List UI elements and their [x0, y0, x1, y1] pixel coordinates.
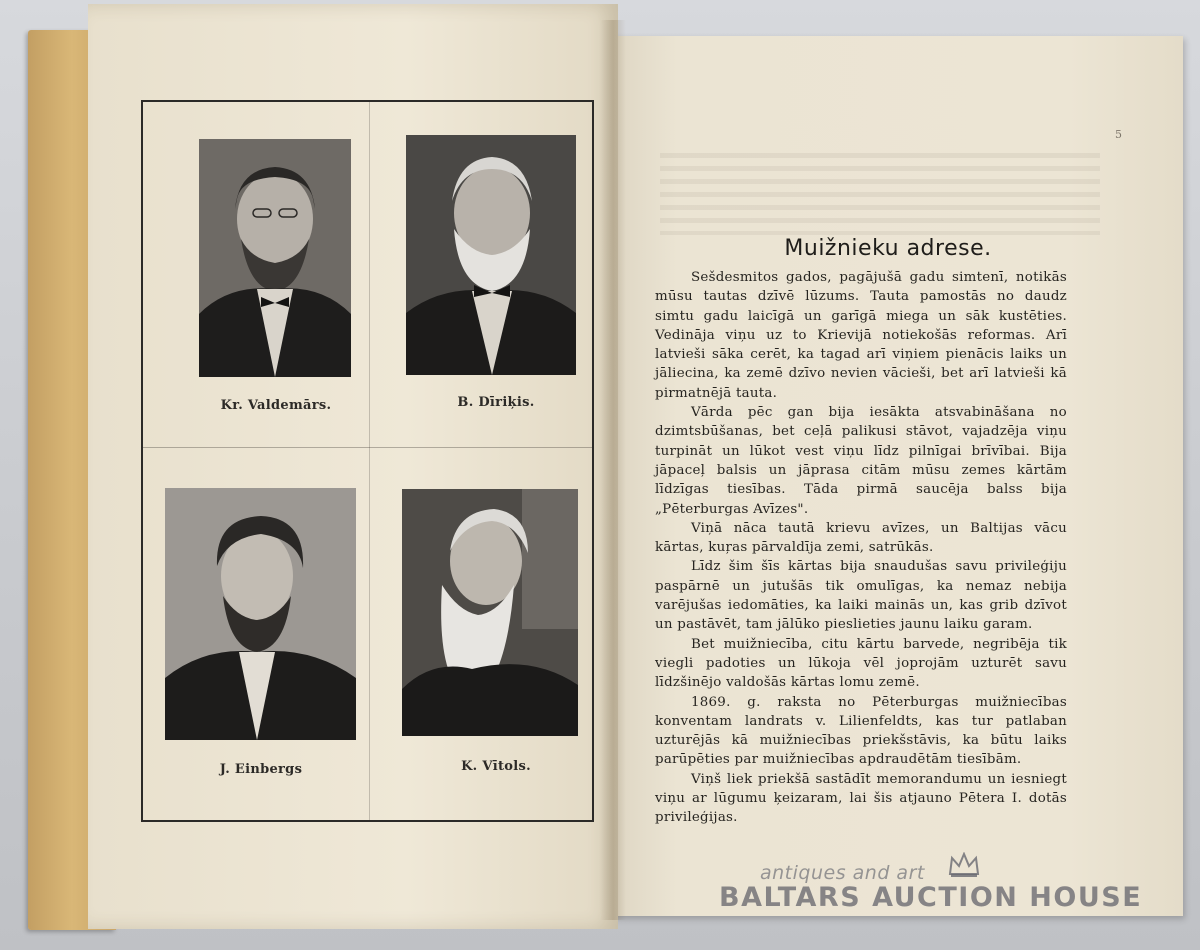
page-number: 5: [1115, 128, 1122, 141]
crown-icon: [948, 852, 980, 878]
book-gutter: [600, 20, 626, 920]
paragraph: Viņā nāca tautā krievu avīzes, un Baltijas vācu kārtas, kuŗas pārvaldīja zemi, satrūkās.: [655, 520, 1067, 556]
portrait-einbergs: [165, 488, 356, 740]
paragraph: Vārda pēc gan bija iesākta atsvabināšana no dzimtsbūšanas, bet ceļā palikusi stāvot, vajadzēja viņu turpināt un lūkot vest viņu līdz pilnīgai brīvībai. Bija jāpaceļ balsis un jāprasa citām mūsu zemes kārtām līdzīgas tiesības. Tāda pirmā saucēja balss bija „Pēterburgas Avīzes".: [655, 405, 1067, 517]
portrait-caption-valdemars: Kr. Valdemārs.: [220, 398, 332, 413]
portrait-caption-dirikis: B. Dīriķis.: [457, 395, 535, 410]
frame-divider-vertical: [369, 102, 370, 820]
watermark-tagline: antiques and art: [760, 862, 925, 884]
paragraph: 1869. g. raksta no Pēterburgas muižniecības konventam landrats v. Lilienfeldts, kas tur patlaban uzturējās kā muižniecības priekšstāvis, ka būtu laiks parūpēties par muižniecības apdraudētām tiesībām.: [655, 694, 1067, 768]
portrait-vitols: [402, 489, 578, 736]
portrait-valdemars: [199, 139, 351, 377]
portrait-caption-vitols: K. Vītols.: [461, 759, 531, 774]
page-heading: Muižnieku adrese.: [784, 236, 992, 261]
body-text: [655, 268, 1067, 828]
frame-divider-horizontal: [143, 447, 592, 448]
portrait-dirikis: [406, 135, 576, 375]
bleed-through-text: [660, 145, 1100, 235]
paragraph: Bet muižniecība, citu kārtu barvede, negribēja tik viegli padoties un lūkoja vēl joprojām uzturēt savu līdzšinējo valdošās kārtas lomu zemē.: [655, 636, 1067, 691]
watermark-brand: BALTARS AUCTION HOUSE: [719, 882, 1143, 913]
portrait-caption-einbergs: J. Einbergs: [219, 762, 303, 777]
paragraph: Viņš liek priekšā sastādīt memorandumu un iesniegt viņu ar lūgumu ķeizaram, lai šis atjauno Pētera I. dotās privileģijas.: [655, 771, 1067, 826]
paragraph: Sešdesmitos gados, pagājušā gadu simtenī, notikās mūsu tautas dzīvē lūzums. Tauta pamostās no daudz simtu gadu laicīgā un garīgā miega un sāk kustēties. Vedināja viņu uz to Krievijā notiekošās reformas. Arī latvieši sāka cerēt, ka tagad arī viņiem pienācis laiks un jāliecina, ka zemē dzīvo nevien vācieši, bet arī latvieši kā pirmatnējā tauta.: [655, 270, 1067, 401]
paragraph: Līdz šim šīs kārtas bija snaudušas savu privileģiju paspārnē un jutušās tik omulīgas, ka nemaz nebija varējušas iedomāties, ka laiki mainās un, kas grib dzīvot un pastāvēt, tam jālūko pieslieties jaunu laiku garam.: [655, 559, 1067, 633]
